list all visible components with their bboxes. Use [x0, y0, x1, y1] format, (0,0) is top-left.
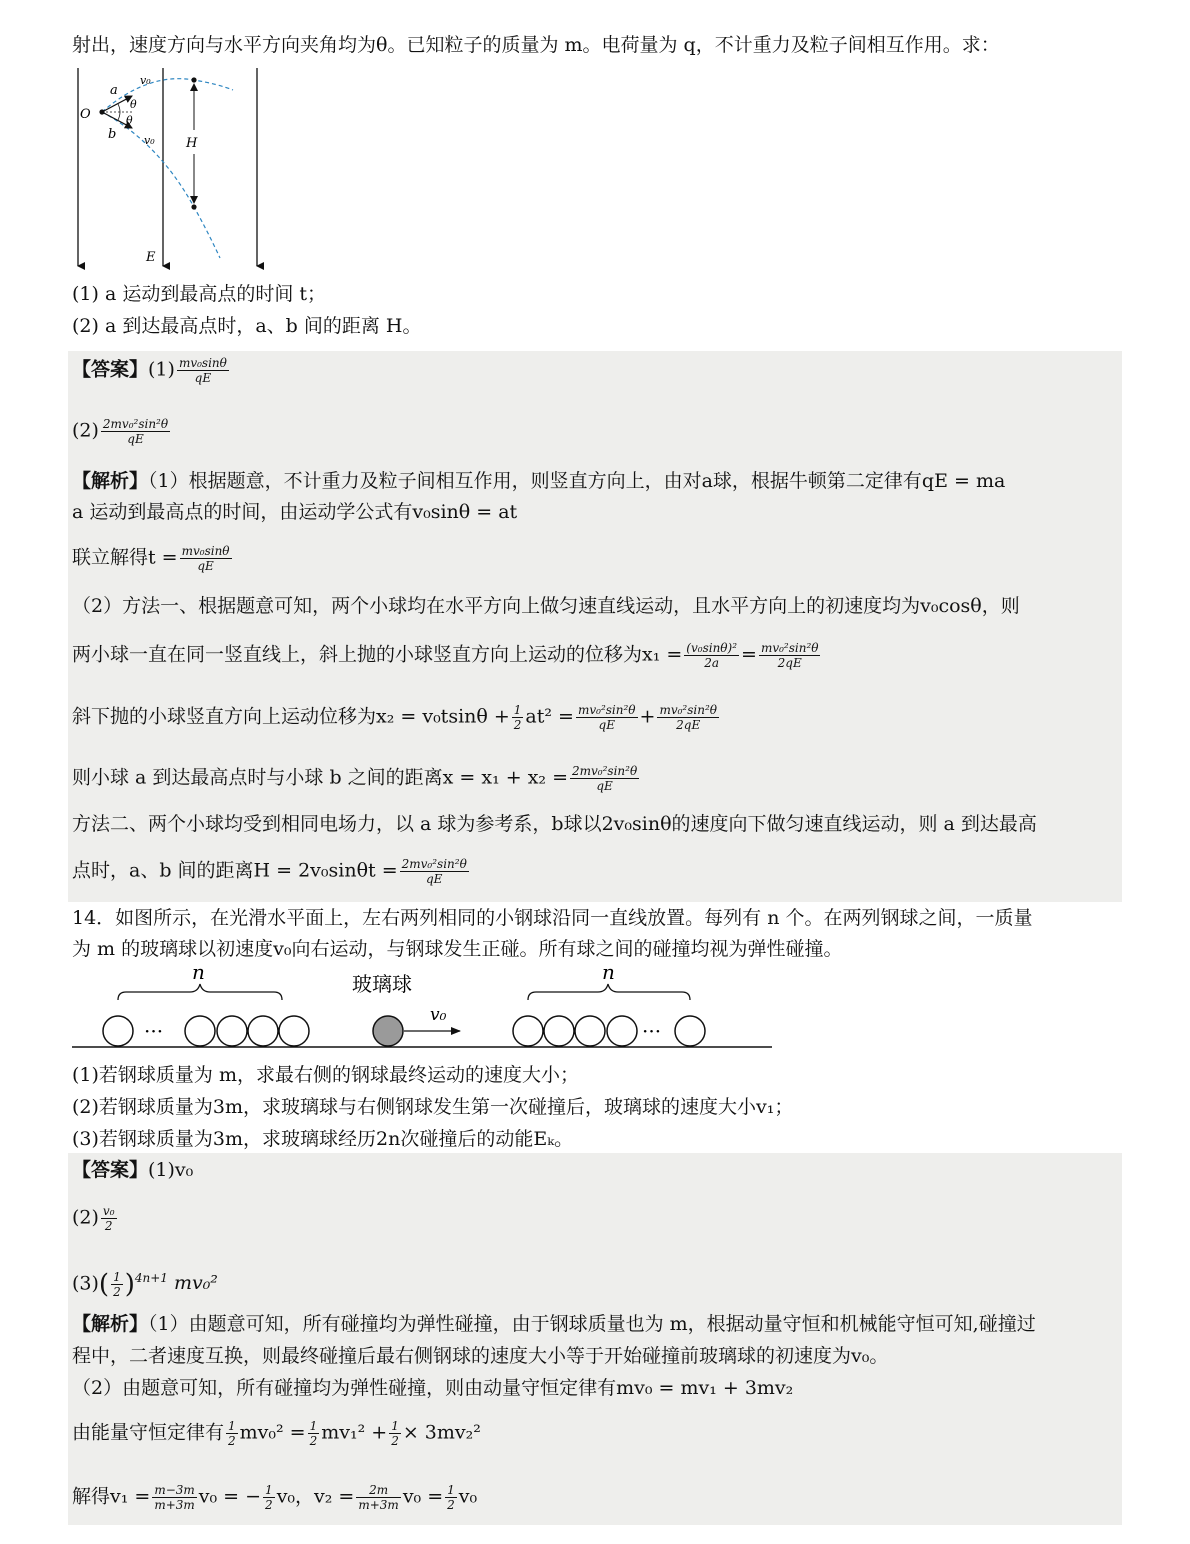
steel-ball [544, 1016, 574, 1046]
steel-ball [217, 1016, 247, 1046]
q13-analysis-5: 两小球一直在同一竖直线上，斜上抛的小球竖直方向上运动的位移为x₁ = $\frac{\text{(v₀sinθ)²}}{2a}$ = $\frac{\text{mv₀²sin²θ}}{2qE}$ [72, 641, 819, 670]
q14-question-2: (2)若钢球质量为3m，求玻璃球与右侧钢球发生第一次碰撞后，玻璃球的速度大小v₁； [72, 1096, 794, 1118]
ans2-prefix: (2) [72, 419, 99, 442]
q13-analysis-8: 方法二、两个小球均受到相同电场力，以 a 球为参考系，b球以2v₀sinθ的速度向下做匀速直线运动，则 a 到达最高 [72, 813, 1037, 835]
velocity-a-vector [102, 96, 132, 112]
answer-block-14 [68, 1153, 1122, 1525]
right-brace-n: n [602, 962, 615, 984]
ans2-fraction: $\frac{\text{2mv₀²sin²θ}}{qE}$ [102, 417, 169, 446]
steel-ball [607, 1016, 637, 1046]
right-dots: ··· [642, 1019, 662, 1043]
trajectory-a [102, 79, 233, 112]
glass-ball-label: 玻璃球 [352, 972, 412, 996]
analysis-text-1: （1）根据题意，不计重力及粒子间相互作用，则竖直方向上，由对a球，根据牛顿第二定律有qE = ma [148, 470, 1006, 492]
glass-ball [373, 1016, 403, 1046]
q13-analysis-4: （2）方法一、根据题意可知，两个小球均在水平方向上做匀速直线运动，且水平方向上的初速度均为v₀cosθ，则 [72, 595, 1020, 617]
q13-analysis-2: a 运动到最高点的时间，由运动学公式有v₀sinθ = at [72, 501, 518, 523]
q13-question-1: (1) a 运动到最高点的时间 t； [72, 283, 326, 305]
steel-ball [185, 1016, 215, 1046]
q14-analysis-3: （2）由题意可知，所有碰撞均为弹性碰撞，则由动量守恒定律有mv₀ = mv₁ + 3mv₂ [72, 1377, 794, 1399]
left-dots: ··· [144, 1019, 164, 1043]
q14-collision-figure [70, 962, 776, 1054]
q13-analysis-9: 点时，a、b 间的距离H = 2v₀sinθt = $\frac{\text{2mv₀²sin²θ}}{qE}$ [72, 857, 467, 886]
q13-analysis-7: 则小球 a 到达最高点时与小球 b 之间的距离x = x₁ + x₂ = $\frac{\text{2mv₀²sin²θ}}{qE}$ [72, 764, 638, 793]
q14-question-1: (1)若钢球质量为 m，求最右侧的钢球最终运动的速度大小； [72, 1064, 579, 1086]
q14-answer-1 [72, 1157, 193, 1183]
analysis-tag: 【解析】 [72, 470, 149, 492]
q14-analysis-5: 解得v₁ = $\frac{m-3m}{m+3m}$ v₀ = − $\frac{1}{2}$ v₀，v₂ = $\frac{2m}{m+3m}$ v₀ = $\frac{1}{2}$ v₀ [72, 1483, 478, 1512]
q14-question-3: (3)若钢球质量为3m，求玻璃球经历2n次碰撞后的动能Eₖ。 [72, 1128, 574, 1150]
q14-answer-3: (3)( $\frac{1}{2}$ )$^{4n+1}$ mv₀² [72, 1269, 218, 1300]
q13-field-figure [68, 62, 268, 274]
q13-intro: 射出，速度方向与水平方向夹角均为θ。已知粒子的质量为 m。电荷量为 q，不计重力及粒子间相互作用。求： [72, 34, 1000, 56]
point-a-top [191, 77, 196, 82]
q13-answer-2 [72, 417, 172, 446]
q14-analysis-4: 由能量守恒定律有 $\frac{1}{2}$ mv₀² = $\frac{1}{2}$ mv₁² + $\frac{1}{2}$ × 3mv₂² [72, 1419, 481, 1448]
answer-tag: 【答案】 [72, 358, 149, 381]
q14-answer-2: (2) $\frac{\text{v₀}}{2}$ [72, 1204, 115, 1233]
steel-ball [103, 1016, 133, 1046]
left-brace [118, 984, 282, 1000]
ans1: (1)v₀ [148, 1159, 194, 1181]
label-theta-b: θ [126, 114, 133, 127]
steel-ball [513, 1016, 543, 1046]
label-h: H [186, 136, 198, 151]
left-brace-n: n [192, 962, 205, 984]
angle-arc-b [118, 112, 120, 120]
q13-analysis-6: 斜下抛的小球竖直方向上运动位移为x₂ = v₀tsinθ + $\frac{1}{2}$ at² = $\frac{\text{mv₀²sin²θ}}{qE}$ + $\frac{\text{mv₀²sin²θ}}{2qE}$ [72, 703, 717, 732]
answer-tag: 【答案】 [72, 1159, 149, 1181]
steel-ball [279, 1016, 309, 1046]
point-b-bottom [191, 204, 196, 209]
q14-stem-1: 14．如图所示，在光滑水平面上，左右两列相同的小钢球沿同一直线放置。每列有 n 个。在两列钢球之间，一质量 [72, 907, 1033, 929]
label-e: E [146, 250, 156, 265]
q14-analysis-1: 【解析】（1）由题意可知，所有碰撞均为弹性碰撞，由于钢球质量也为 m，根据动量守恒和机械能守恒可知,碰撞过 [72, 1313, 1036, 1335]
label-v0-top: v₀ [140, 74, 151, 87]
label-a: a [110, 83, 118, 98]
angle-arc-a [118, 104, 120, 112]
label-o: O [80, 107, 91, 122]
q14-analysis-2: 程中，二者速度互换，则最终碰撞后最右侧钢球的速度大小等于开始碰撞前玻璃球的初速度为v₀。 [72, 1345, 889, 1367]
label-v0-bottom: v₀ [144, 134, 155, 147]
ans1-prefix: (1) [148, 358, 175, 381]
q13-question-2: (2) a 到达最高点时，a、b 间的距离 H。 [72, 315, 422, 337]
label-theta-a: θ [130, 98, 137, 111]
steel-ball [675, 1016, 705, 1046]
q14-stem-2: 为 m 的玻璃球以初速度v₀向右运动，与钢球发生正碰。所有球之间的碰撞均视为弹性碰撞。 [72, 938, 843, 960]
ans1-fraction: $\frac{\text{mv₀sinθ}}{qE}$ [178, 356, 227, 385]
steel-ball [248, 1016, 278, 1046]
trajectory-b [102, 112, 220, 258]
q13-analysis-1 [72, 468, 1005, 494]
q13-analysis-3: 联立解得t = $\frac{\text{mv₀sinθ}}{qE}$ [72, 544, 230, 573]
velocity-label: v₀ [430, 1005, 447, 1025]
analysis-tag: 【解析】 [72, 1313, 149, 1335]
label-b: b [108, 127, 117, 142]
right-brace [528, 984, 690, 1000]
q13-answer-1 [72, 356, 231, 385]
steel-ball [575, 1016, 605, 1046]
